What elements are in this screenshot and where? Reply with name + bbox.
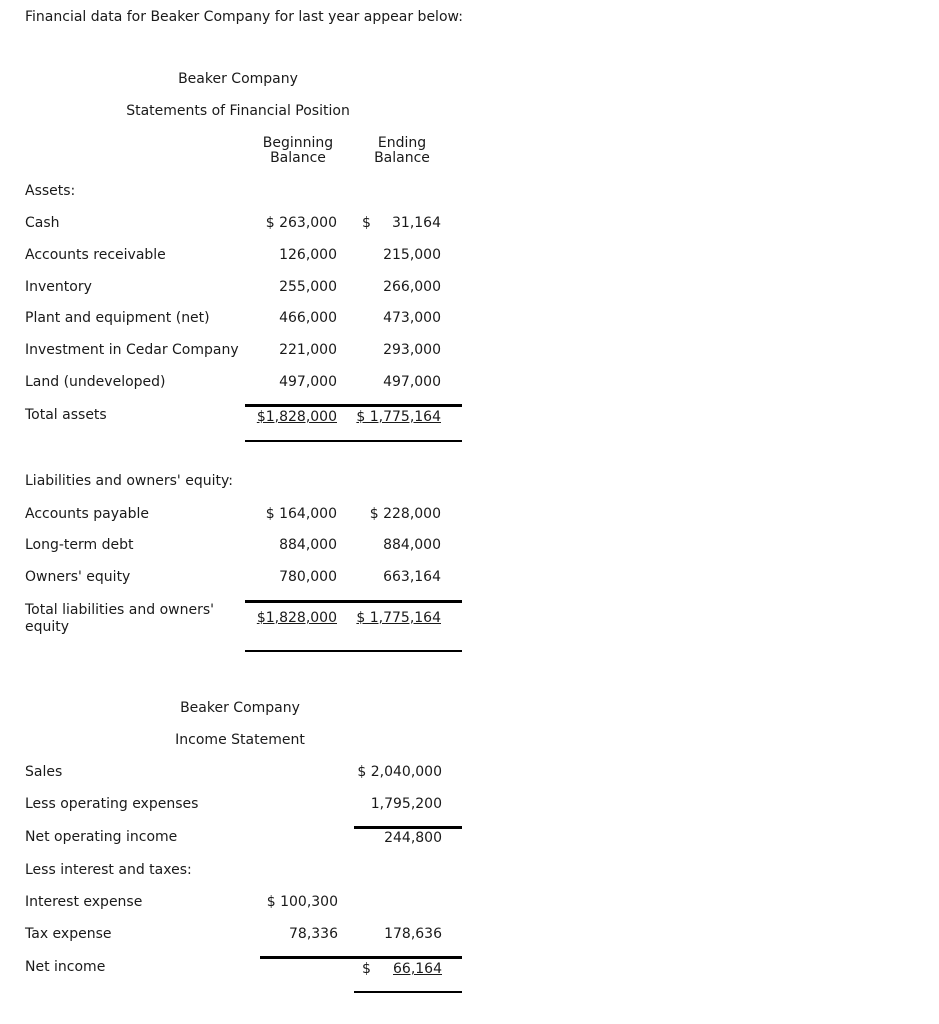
tax-value: 78,336 xyxy=(289,926,338,942)
liability-label: Long-term debt xyxy=(25,537,134,553)
sales-value: $ 2,040,000 xyxy=(357,764,442,780)
total-liab-end: $ 1,775,164 xyxy=(356,610,441,626)
liability-end: 884,000 xyxy=(383,537,441,553)
liability-begin: 884,000 xyxy=(279,537,337,553)
liability-begin: $ 164,000 xyxy=(265,506,337,522)
asset-label: Investment in Cedar Company xyxy=(25,342,239,358)
asset-end: 293,000 xyxy=(383,342,441,358)
asset-label: Cash xyxy=(25,215,60,231)
asset-label: Land (undeveloped) xyxy=(25,374,166,390)
asset-begin: 221,000 xyxy=(279,342,337,358)
less-interest-taxes-label: Less interest and taxes: xyxy=(25,862,192,878)
interest-taxes-total: 178,636 xyxy=(384,926,442,942)
total-assets-top-rule xyxy=(245,404,462,407)
ending-header-line2: Balance xyxy=(374,150,430,166)
asset-end: 31,164 xyxy=(392,215,441,231)
noi-value: 244,800 xyxy=(384,830,442,846)
asset-begin: 466,000 xyxy=(279,310,337,326)
total-liab-top-rule xyxy=(245,600,462,603)
net-income-value: 66,164 xyxy=(393,961,442,977)
sales-label: Sales xyxy=(25,764,63,780)
liabilities-label: Liabilities and owners' equity: xyxy=(25,473,233,489)
asset-end: 215,000 xyxy=(383,247,441,263)
net-income-top-rule xyxy=(260,956,462,959)
total-liab-label-line1: Total liabilities and owners' xyxy=(25,602,214,618)
beginning-header-line1: Beginning xyxy=(262,135,334,151)
asset-begin: $ 263,000 xyxy=(265,215,337,231)
ending-header-line1: Ending xyxy=(377,135,427,151)
opex-label: Less operating expenses xyxy=(25,796,199,812)
net-income-label: Net income xyxy=(25,959,106,975)
net-income-bottom-rule xyxy=(354,991,462,993)
balance-sheet-title: Statements of Financial Position xyxy=(126,103,350,119)
asset-begin: 255,000 xyxy=(279,279,337,295)
liability-label: Accounts payable xyxy=(25,506,149,522)
liability-begin: 780,000 xyxy=(279,569,337,585)
income-title: Income Statement xyxy=(175,732,305,748)
intro-text: Financial data for Beaker Company for last year appear below: xyxy=(25,9,463,25)
asset-end: 497,000 xyxy=(383,374,441,390)
asset-label: Plant and equipment (net) xyxy=(25,310,210,326)
liability-end: 663,164 xyxy=(383,569,441,585)
noi-top-rule xyxy=(354,826,462,829)
liability-end: $ 228,000 xyxy=(369,506,441,522)
beginning-header-line2: Balance xyxy=(270,150,326,166)
opex-value: 1,795,200 xyxy=(370,796,442,812)
interest-value: $ 100,300 xyxy=(266,894,338,910)
liability-label: Owners' equity xyxy=(25,569,131,585)
balance-sheet-company: Beaker Company xyxy=(178,71,298,87)
asset-begin: 126,000 xyxy=(279,247,337,263)
total-assets-bottom-rule xyxy=(245,440,462,442)
tax-label: Tax expense xyxy=(25,926,112,942)
total-assets-begin: $1,828,000 xyxy=(256,409,337,425)
asset-end: 473,000 xyxy=(383,310,441,326)
total-liab-begin: $1,828,000 xyxy=(256,610,337,626)
asset-label: Inventory xyxy=(25,279,92,295)
net-income-sign: $ xyxy=(362,961,371,977)
total-liab-bottom-rule xyxy=(245,650,462,652)
asset-label: Accounts receivable xyxy=(25,247,166,263)
asset-begin: 497,000 xyxy=(279,374,337,390)
income-company: Beaker Company xyxy=(180,700,300,716)
noi-label: Net operating income xyxy=(25,829,178,845)
asset-end-sign: $ xyxy=(362,215,371,231)
total-assets-label: Total assets xyxy=(25,407,107,423)
total-liab-label-line2: equity xyxy=(25,619,70,635)
total-assets-end: $ 1,775,164 xyxy=(356,409,441,425)
beginning-balance-header xyxy=(250,136,346,166)
assets-label: Assets: xyxy=(25,183,76,199)
asset-end: 266,000 xyxy=(383,279,441,295)
ending-balance-header xyxy=(356,136,448,166)
interest-label: Interest expense xyxy=(25,894,143,910)
